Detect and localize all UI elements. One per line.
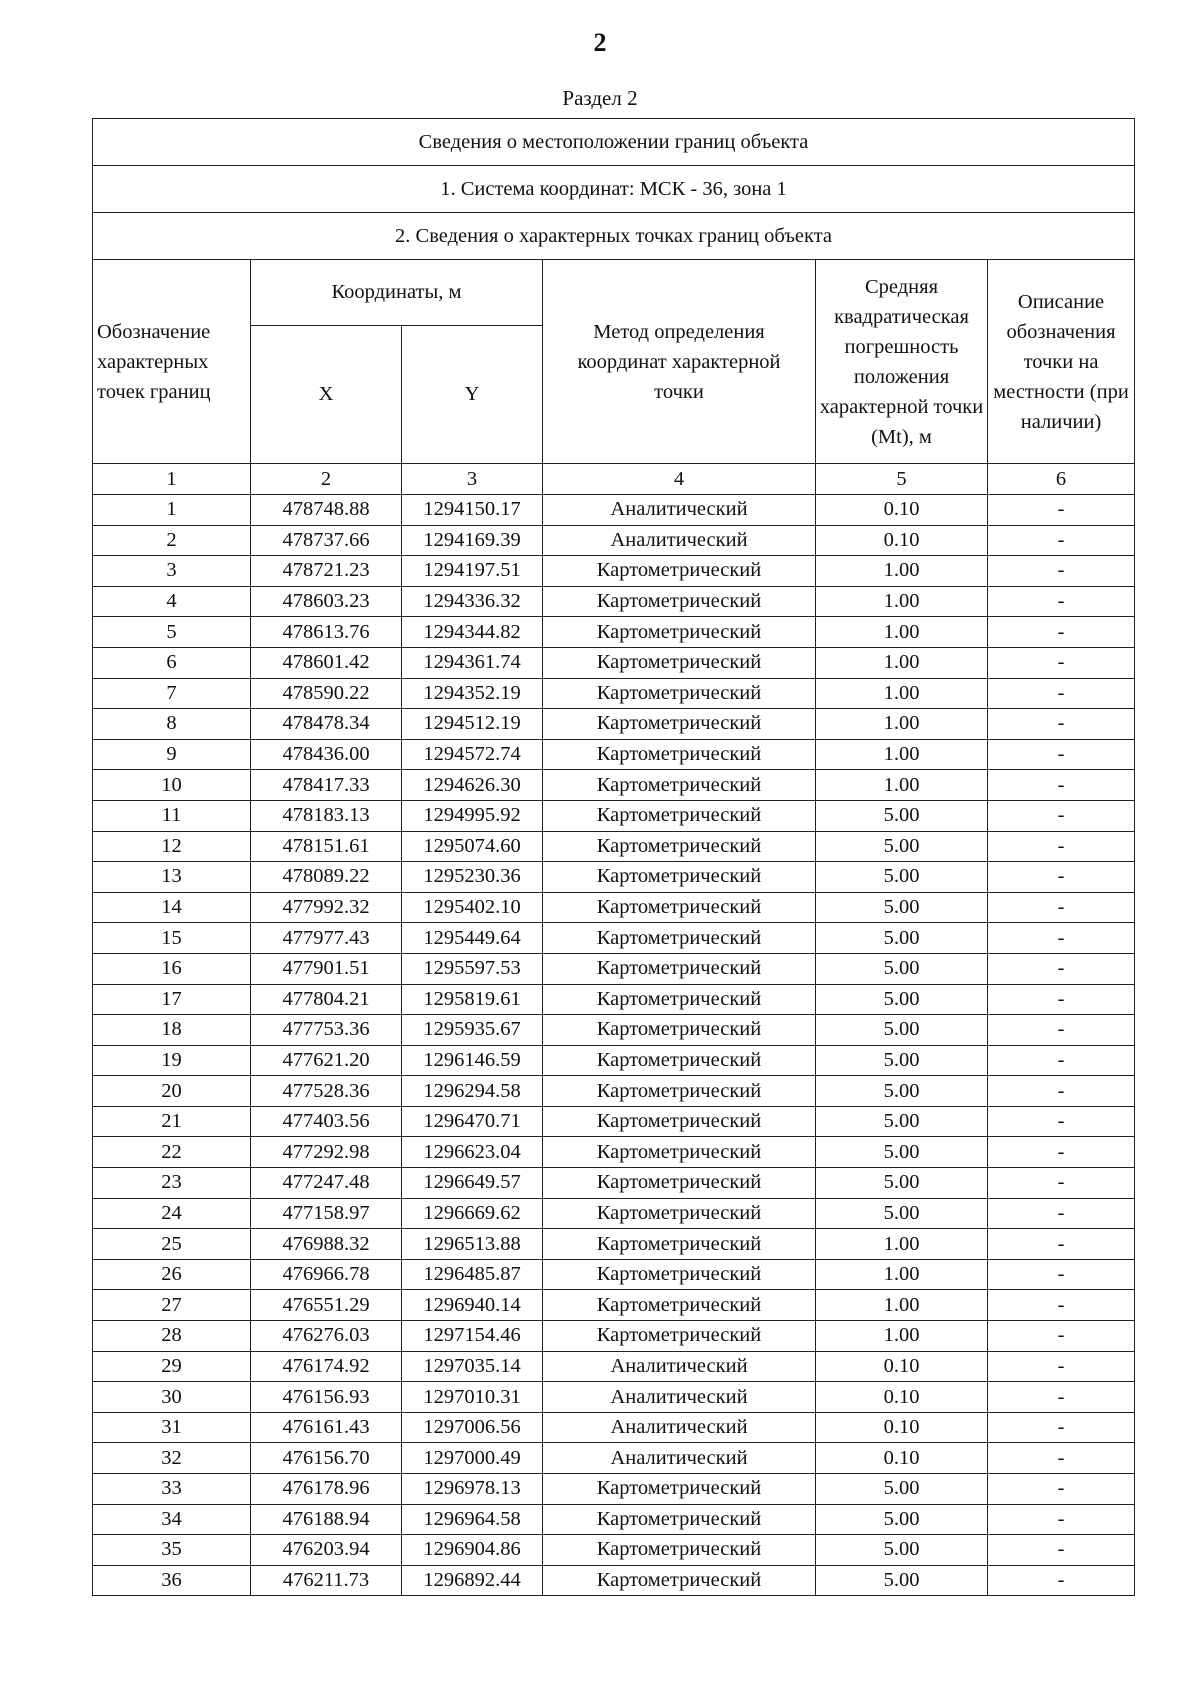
- points-info-row: [93, 213, 1135, 260]
- cell-description: -: [988, 1168, 1135, 1199]
- table-row: [93, 953, 1135, 984]
- header-x: X: [251, 326, 402, 464]
- cell-error: 5.00: [816, 923, 988, 954]
- table-row: [93, 1351, 1135, 1382]
- cell-x: 477403.56: [251, 1106, 402, 1137]
- cell-y: 1297006.56: [402, 1412, 543, 1443]
- cell-x: 478603.23: [251, 586, 402, 617]
- cell-method: Картометрический: [543, 709, 816, 740]
- header-y: Y: [402, 326, 543, 464]
- section-label: Раздел 2: [562, 86, 638, 110]
- cell-y: 1296146.59: [402, 1045, 543, 1076]
- table-row: [93, 1137, 1135, 1168]
- cell-method: Картометрический: [543, 1565, 816, 1596]
- cell-point: 11: [93, 800, 251, 831]
- cell-error: 5.00: [816, 1198, 988, 1229]
- cell-method: Картометрический: [543, 586, 816, 617]
- cell-error: 5.00: [816, 862, 988, 893]
- cell-point: 24: [93, 1198, 251, 1229]
- cell-description: -: [988, 556, 1135, 587]
- cell-y: 1294361.74: [402, 647, 543, 678]
- cell-point: 14: [93, 892, 251, 923]
- cell-method: Картометрический: [543, 1045, 816, 1076]
- cell-x: 478478.34: [251, 709, 402, 740]
- cell-error: 5.00: [816, 1045, 988, 1076]
- cell-x: 477753.36: [251, 1015, 402, 1046]
- cell-point: 17: [93, 984, 251, 1015]
- header-error: Средняя квадратическая погрешность положения характерной точки (Mt), м: [816, 260, 988, 464]
- table-row: [93, 1474, 1135, 1505]
- table-row: [93, 800, 1135, 831]
- cell-description: -: [988, 1412, 1135, 1443]
- cell-y: 1296513.88: [402, 1229, 543, 1260]
- cell-method: Картометрический: [543, 1321, 816, 1352]
- cell-error: 1.00: [816, 556, 988, 587]
- cell-error: 1.00: [816, 1321, 988, 1352]
- cell-description: -: [988, 1504, 1135, 1535]
- cell-description: -: [988, 1535, 1135, 1566]
- cell-method: Картометрический: [543, 1229, 816, 1260]
- table-row: [93, 617, 1135, 648]
- cell-point: 27: [93, 1290, 251, 1321]
- cell-error: 1.00: [816, 1229, 988, 1260]
- cell-x: 478601.42: [251, 647, 402, 678]
- cell-method: Картометрический: [543, 1535, 816, 1566]
- cell-point: 33: [93, 1474, 251, 1505]
- cell-error: 5.00: [816, 1168, 988, 1199]
- cell-method: Картометрический: [543, 1137, 816, 1168]
- cell-point: 12: [93, 831, 251, 862]
- cell-point: 23: [93, 1168, 251, 1199]
- cell-x: 478590.22: [251, 678, 402, 709]
- column-number: 1: [93, 464, 251, 495]
- cell-error: 5.00: [816, 1106, 988, 1137]
- table-row: [93, 923, 1135, 954]
- cell-method: Картометрический: [543, 1290, 816, 1321]
- table-body: [93, 495, 1135, 1596]
- cell-error: 0.10: [816, 1351, 988, 1382]
- cell-x: 477901.51: [251, 953, 402, 984]
- cell-x: 478436.00: [251, 739, 402, 770]
- cell-point: 29: [93, 1351, 251, 1382]
- cell-y: 1294995.92: [402, 800, 543, 831]
- cell-y: 1297154.46: [402, 1321, 543, 1352]
- cell-method: Картометрический: [543, 647, 816, 678]
- cell-y: 1296649.57: [402, 1168, 543, 1199]
- cell-description: -: [988, 953, 1135, 984]
- cell-y: 1296470.71: [402, 1106, 543, 1137]
- cell-y: 1297035.14: [402, 1351, 543, 1382]
- cell-description: -: [988, 770, 1135, 801]
- cell-error: 5.00: [816, 1535, 988, 1566]
- header-point: Обозначение характерных точек границ: [93, 260, 251, 464]
- column-number: 3: [402, 464, 543, 495]
- table-row: [93, 831, 1135, 862]
- cell-error: 1.00: [816, 647, 988, 678]
- cell-description: -: [988, 1565, 1135, 1596]
- table-row: [93, 1412, 1135, 1443]
- column-number: 6: [988, 464, 1135, 495]
- cell-description: -: [988, 525, 1135, 556]
- cell-error: 5.00: [816, 800, 988, 831]
- cell-error: 5.00: [816, 1474, 988, 1505]
- cell-point: 3: [93, 556, 251, 587]
- cell-y: 1295402.10: [402, 892, 543, 923]
- header-coords: Координаты, м: [251, 260, 543, 326]
- cell-description: -: [988, 678, 1135, 709]
- cell-point: 21: [93, 1106, 251, 1137]
- cell-y: 1294626.30: [402, 770, 543, 801]
- cell-error: 5.00: [816, 892, 988, 923]
- cell-y: 1295819.61: [402, 984, 543, 1015]
- cell-error: 5.00: [816, 1137, 988, 1168]
- table-row: [93, 1535, 1135, 1566]
- cell-point: 9: [93, 739, 251, 770]
- table-row: [93, 586, 1135, 617]
- cell-x: 477992.32: [251, 892, 402, 923]
- cell-method: Картометрический: [543, 770, 816, 801]
- cell-y: 1296904.86: [402, 1535, 543, 1566]
- cell-method: Аналитический: [543, 525, 816, 556]
- cell-error: 1.00: [816, 1259, 988, 1290]
- cell-method: Картометрический: [543, 862, 816, 893]
- cell-description: -: [988, 800, 1135, 831]
- cell-description: -: [988, 1443, 1135, 1474]
- cell-method: Картометрический: [543, 1076, 816, 1107]
- cell-x: 476156.70: [251, 1443, 402, 1474]
- cell-error: 5.00: [816, 1015, 988, 1046]
- column-number-row: [93, 464, 1135, 495]
- cell-point: 19: [93, 1045, 251, 1076]
- cell-point: 5: [93, 617, 251, 648]
- table-title: Сведения о местоположении границ объекта: [93, 119, 1135, 166]
- cell-y: 1294352.19: [402, 678, 543, 709]
- cell-description: -: [988, 984, 1135, 1015]
- cell-point: 13: [93, 862, 251, 893]
- table-row: [93, 1198, 1135, 1229]
- cell-point: 26: [93, 1259, 251, 1290]
- cell-description: -: [988, 617, 1135, 648]
- cell-point: 20: [93, 1076, 251, 1107]
- table-row: [93, 1106, 1135, 1137]
- table-row: [93, 1443, 1135, 1474]
- table-row: [93, 770, 1135, 801]
- cell-description: -: [988, 1076, 1135, 1107]
- cell-error: 1.00: [816, 739, 988, 770]
- cell-method: Картометрический: [543, 1504, 816, 1535]
- cell-x: 477621.20: [251, 1045, 402, 1076]
- cell-method: Картометрический: [543, 678, 816, 709]
- cell-x: 476161.43: [251, 1412, 402, 1443]
- cell-y: 1294512.19: [402, 709, 543, 740]
- cell-error: 5.00: [816, 953, 988, 984]
- cell-description: -: [988, 831, 1135, 862]
- table-row: [93, 892, 1135, 923]
- cell-point: 4: [93, 586, 251, 617]
- cell-y: 1296978.13: [402, 1474, 543, 1505]
- cell-y: 1294336.32: [402, 586, 543, 617]
- cell-y: 1295935.67: [402, 1015, 543, 1046]
- cell-method: Картометрический: [543, 1106, 816, 1137]
- cell-error: 1.00: [816, 1290, 988, 1321]
- cell-error: 0.10: [816, 495, 988, 526]
- column-number: 2: [251, 464, 402, 495]
- cell-error: 5.00: [816, 831, 988, 862]
- cell-method: Аналитический: [543, 495, 816, 526]
- cell-x: 476203.94: [251, 1535, 402, 1566]
- cell-method: Картометрический: [543, 953, 816, 984]
- table-row: [93, 525, 1135, 556]
- cell-x: 476551.29: [251, 1290, 402, 1321]
- table-row: [93, 678, 1135, 709]
- cell-method: Аналитический: [543, 1351, 816, 1382]
- cell-method: Картометрический: [543, 1474, 816, 1505]
- cell-x: 477977.43: [251, 923, 402, 954]
- column-number: 5: [816, 464, 988, 495]
- cell-description: -: [988, 1229, 1135, 1260]
- cell-method: Картометрический: [543, 800, 816, 831]
- cell-description: -: [988, 923, 1135, 954]
- cell-error: 5.00: [816, 1076, 988, 1107]
- cell-x: 476156.93: [251, 1382, 402, 1413]
- cell-y: 1295230.36: [402, 862, 543, 893]
- cell-point: 28: [93, 1321, 251, 1352]
- cell-error: 0.10: [816, 1382, 988, 1413]
- cell-description: -: [988, 1382, 1135, 1413]
- cell-y: 1297010.31: [402, 1382, 543, 1413]
- header-description: Описание обозначения точки на местности (при наличии): [988, 260, 1135, 464]
- cell-method: Аналитический: [543, 1382, 816, 1413]
- cell-point: 30: [93, 1382, 251, 1413]
- cell-error: 1.00: [816, 770, 988, 801]
- cell-y: 1294150.17: [402, 495, 543, 526]
- table-row: [93, 556, 1135, 587]
- cell-x: 478721.23: [251, 556, 402, 587]
- cell-description: -: [988, 1106, 1135, 1137]
- cell-y: 1297000.49: [402, 1443, 543, 1474]
- table-row: [93, 862, 1135, 893]
- cell-description: -: [988, 1351, 1135, 1382]
- cell-point: 15: [93, 923, 251, 954]
- cell-y: 1295597.53: [402, 953, 543, 984]
- cell-y: 1295074.60: [402, 831, 543, 862]
- table-row: [93, 1382, 1135, 1413]
- cell-point: 10: [93, 770, 251, 801]
- table-row: [93, 1565, 1135, 1596]
- table-row: [93, 495, 1135, 526]
- cell-description: -: [988, 1137, 1135, 1168]
- cell-y: 1296964.58: [402, 1504, 543, 1535]
- coord-system: 1. Система координат: МСК - 36, зона 1: [93, 166, 1135, 213]
- cell-point: 6: [93, 647, 251, 678]
- cell-x: 476174.92: [251, 1351, 402, 1382]
- cell-y: 1295449.64: [402, 923, 543, 954]
- cell-x: 478748.88: [251, 495, 402, 526]
- cell-method: Картометрический: [543, 739, 816, 770]
- cell-point: 16: [93, 953, 251, 984]
- cell-x: 476178.96: [251, 1474, 402, 1505]
- cell-method: Картометрический: [543, 831, 816, 862]
- cell-description: -: [988, 495, 1135, 526]
- table-row: [93, 647, 1135, 678]
- cell-y: 1294572.74: [402, 739, 543, 770]
- cell-point: 34: [93, 1504, 251, 1535]
- cell-x: 476211.73: [251, 1565, 402, 1596]
- cell-x: 477158.97: [251, 1198, 402, 1229]
- cell-description: -: [988, 892, 1135, 923]
- cell-x: 476988.32: [251, 1229, 402, 1260]
- cell-x: 478737.66: [251, 525, 402, 556]
- cell-x: 478151.61: [251, 831, 402, 862]
- table-row: [93, 739, 1135, 770]
- cell-point: 31: [93, 1412, 251, 1443]
- table-title-row: [93, 119, 1135, 166]
- column-number: 4: [543, 464, 816, 495]
- cell-error: 5.00: [816, 1504, 988, 1535]
- coord-system-row: [93, 166, 1135, 213]
- cell-error: 0.10: [816, 525, 988, 556]
- table-row: [93, 1168, 1135, 1199]
- cell-point: 25: [93, 1229, 251, 1260]
- cell-description: -: [988, 1198, 1135, 1229]
- cell-x: 477528.36: [251, 1076, 402, 1107]
- cell-y: 1296623.04: [402, 1137, 543, 1168]
- cell-y: 1296669.62: [402, 1198, 543, 1229]
- cell-x: 478613.76: [251, 617, 402, 648]
- cell-y: 1296294.58: [402, 1076, 543, 1107]
- cell-y: 1294197.51: [402, 556, 543, 587]
- cell-point: 36: [93, 1565, 251, 1596]
- cell-method: Картометрический: [543, 923, 816, 954]
- cell-method: Картометрический: [543, 1259, 816, 1290]
- table-row: [93, 1504, 1135, 1535]
- cell-description: -: [988, 1290, 1135, 1321]
- cell-point: 2: [93, 525, 251, 556]
- cell-description: -: [988, 1015, 1135, 1046]
- cell-x: 476188.94: [251, 1504, 402, 1535]
- cell-point: 8: [93, 709, 251, 740]
- cell-y: 1294169.39: [402, 525, 543, 556]
- header-method: Метод определения координат характерной точки: [543, 260, 816, 464]
- cell-description: -: [988, 586, 1135, 617]
- table-row: [93, 984, 1135, 1015]
- table-row: [93, 1229, 1135, 1260]
- table-row: [93, 1259, 1135, 1290]
- points-info: 2. Сведения о характерных точках границ объекта: [93, 213, 1135, 260]
- table-row: [93, 1290, 1135, 1321]
- cell-description: -: [988, 862, 1135, 893]
- cell-y: 1294344.82: [402, 617, 543, 648]
- cell-y: 1296485.87: [402, 1259, 543, 1290]
- cell-error: 1.00: [816, 678, 988, 709]
- cell-point: 35: [93, 1535, 251, 1566]
- cell-x: 476966.78: [251, 1259, 402, 1290]
- cell-description: -: [988, 1321, 1135, 1352]
- cell-error: 0.10: [816, 1412, 988, 1443]
- table-row: [93, 1045, 1135, 1076]
- table-row: [93, 1321, 1135, 1352]
- cell-method: Картометрический: [543, 892, 816, 923]
- cell-method: Картометрический: [543, 556, 816, 587]
- cell-error: 0.10: [816, 1443, 988, 1474]
- table-row: [93, 1076, 1135, 1107]
- header-row-group: [93, 260, 1135, 326]
- page-number: 2: [593, 28, 607, 57]
- cell-error: 5.00: [816, 984, 988, 1015]
- cell-description: -: [988, 709, 1135, 740]
- cell-description: -: [988, 1259, 1135, 1290]
- cell-method: Аналитический: [543, 1443, 816, 1474]
- cell-method: Картометрический: [543, 984, 816, 1015]
- boundary-points-table: [92, 118, 1135, 1596]
- cell-x: 477292.98: [251, 1137, 402, 1168]
- cell-x: 478417.33: [251, 770, 402, 801]
- cell-x: 478089.22: [251, 862, 402, 893]
- cell-error: 1.00: [816, 586, 988, 617]
- table-row: [93, 709, 1135, 740]
- cell-error: 1.00: [816, 617, 988, 648]
- cell-x: 477804.21: [251, 984, 402, 1015]
- cell-point: 22: [93, 1137, 251, 1168]
- cell-method: Картометрический: [543, 1168, 816, 1199]
- cell-method: Картометрический: [543, 1198, 816, 1229]
- cell-point: 7: [93, 678, 251, 709]
- cell-x: 476276.03: [251, 1321, 402, 1352]
- cell-point: 1: [93, 495, 251, 526]
- cell-description: -: [988, 1474, 1135, 1505]
- cell-y: 1296940.14: [402, 1290, 543, 1321]
- cell-point: 32: [93, 1443, 251, 1474]
- cell-method: Картометрический: [543, 1015, 816, 1046]
- cell-x: 477247.48: [251, 1168, 402, 1199]
- cell-method: Аналитический: [543, 1412, 816, 1443]
- cell-error: 1.00: [816, 709, 988, 740]
- table-row: [93, 1015, 1135, 1046]
- cell-method: Картометрический: [543, 617, 816, 648]
- cell-error: 5.00: [816, 1565, 988, 1596]
- cell-y: 1296892.44: [402, 1565, 543, 1596]
- cell-description: -: [988, 647, 1135, 678]
- cell-description: -: [988, 1045, 1135, 1076]
- cell-description: -: [988, 739, 1135, 770]
- cell-x: 478183.13: [251, 800, 402, 831]
- cell-point: 18: [93, 1015, 251, 1046]
